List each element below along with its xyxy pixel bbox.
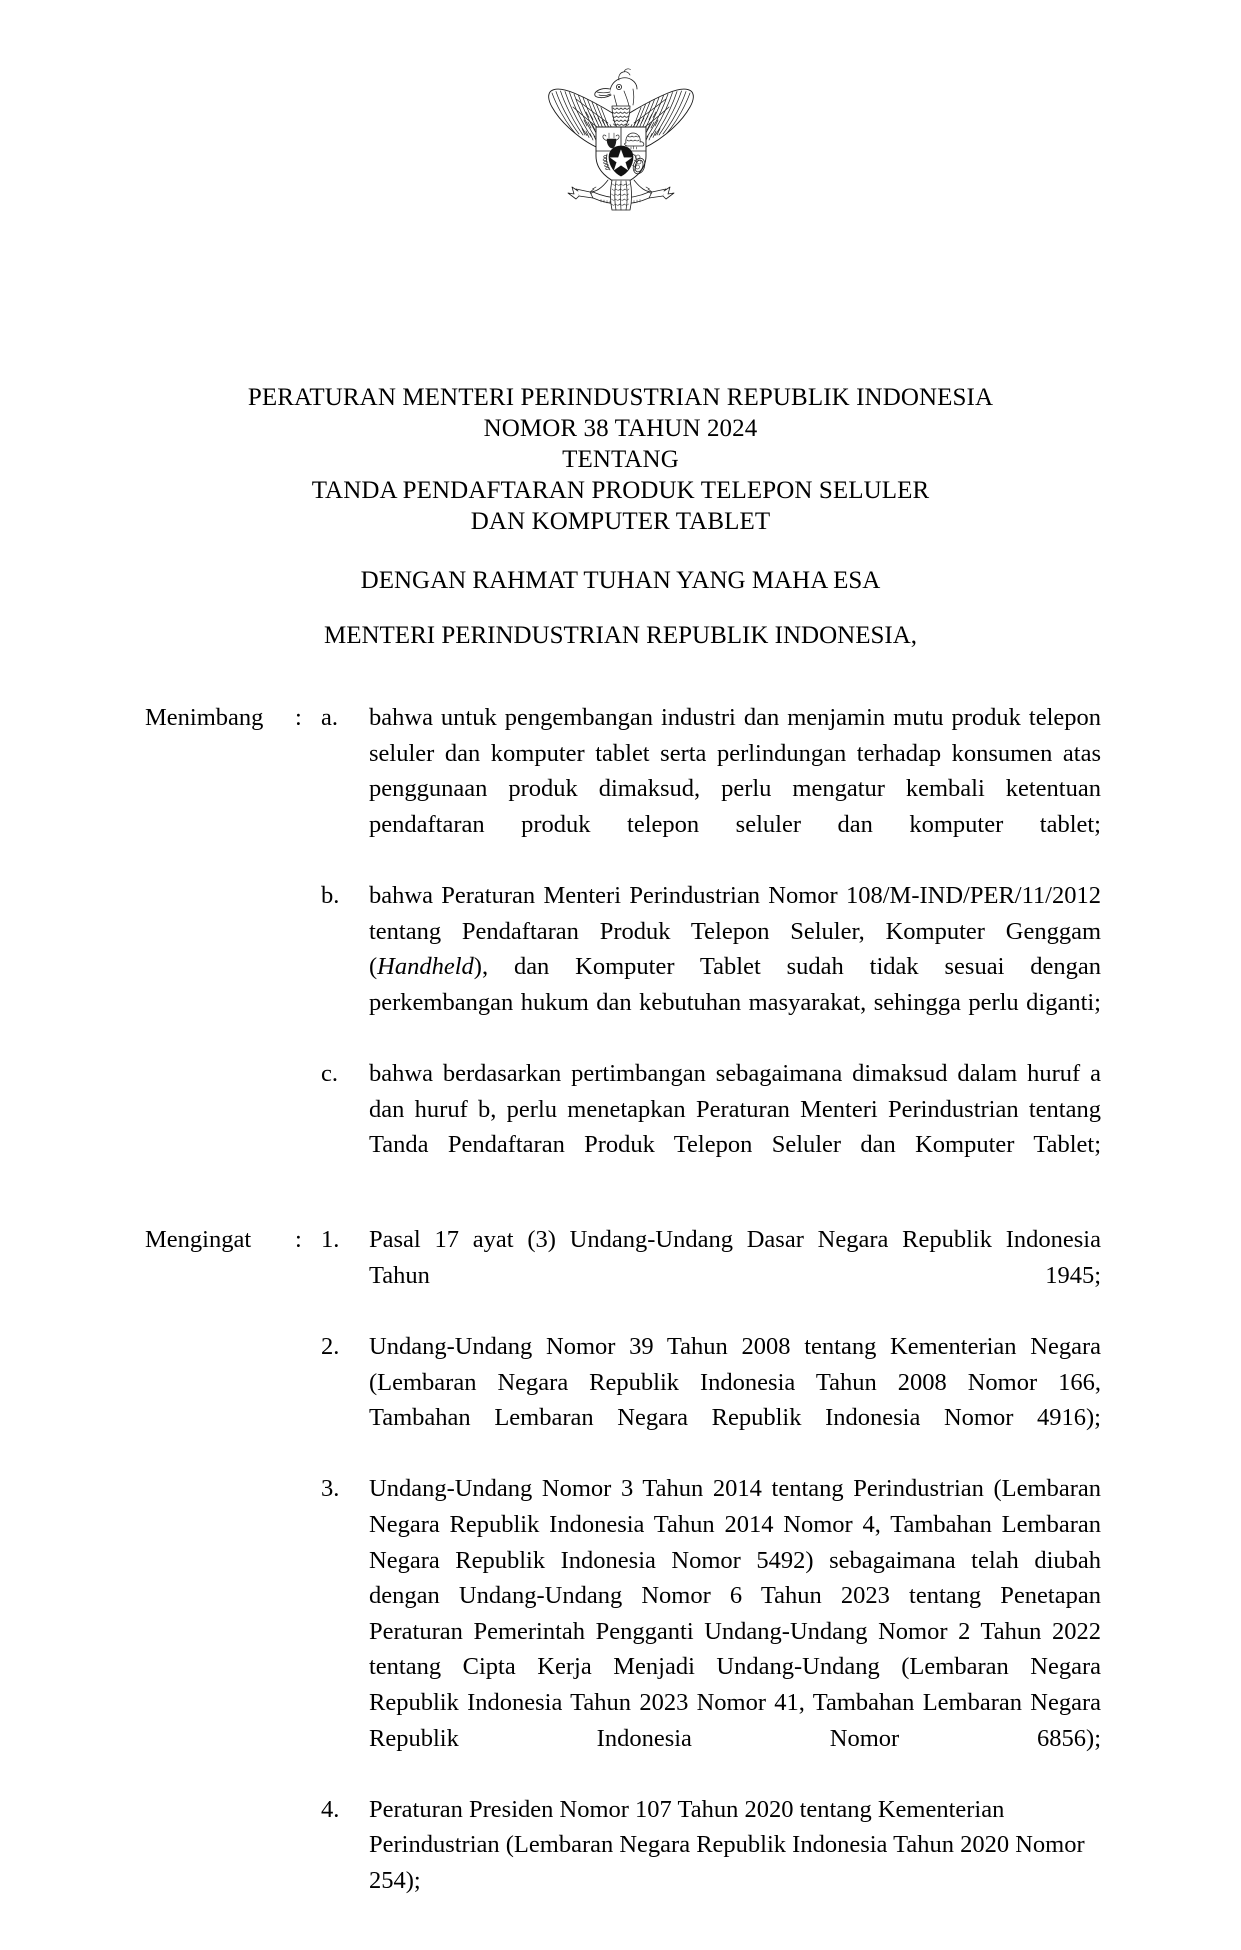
list-item (321, 1329, 1101, 1471)
mengingat-label: Mengingat (145, 1226, 252, 1254)
menimbang-colon: : (295, 704, 302, 731)
section-mengingat (0, 1222, 1241, 1934)
item-text: bahwa berdasarkan pertimbangan sebagaimana dimaksud dalam huruf a dan huruf b, perlu menetapkan Peraturan Menteri Perindustrian tentang Tanda Pendaftaran Produk Telepon Seluler dan Komputer Tablet; (369, 1059, 1101, 1159)
title-line-subject-2: DAN KOMPUTER TABLET (470, 508, 771, 535)
mengingat-colon: : (295, 1226, 302, 1254)
item-text: Undang-Undang Nomor 39 Tahun 2008 tentang Kementerian Negara (Lembaran Negara Republik Indonesia Tahun 2008 Nomor 166, Tambahan Lembaran Negara Republik Indonesia Nomor 4916); (369, 1333, 1101, 1432)
menimbang-label: Menimbang (145, 704, 264, 731)
item-text-after: ), dan Komputer Tablet sudah tidak sesuai dengan perkembangan hukum dan kebutuhan masyarakat, sehingga perlu diganti; (369, 953, 1101, 1016)
emblem-container (0, 58, 1241, 218)
title-line-number: NOMOR 38 TAHUN 2024 (483, 415, 758, 442)
garuda-pancasila-icon (526, 58, 716, 218)
list-item (321, 1471, 1101, 1791)
item-text: Undang-Undang Nomor 3 Tahun 2014 tentang Perindustrian (Lembaran Negara Republik Indonesia Tahun 2014 Nomor 4, Tambahan Lembaran Negara Republik Indonesia Nomor 5492) sebagaimana telah diubah dengan Undang-Undang Nomor 6 Tahun 2023 tentang Penetapan Peraturan Pemerintah Pengganti Undang-Undang Nomor 2 Tahun 2022 tentang Cipta Kerja Menjadi Undang-Undang (Lembaran Negara Republik Indonesia Tahun 2023 Nomor 41, Tambahan Lembaran Negara Republik Indonesia Nomor 6856); (369, 1475, 1101, 1752)
item-text-italic: Handheld (377, 953, 474, 981)
item-marker: c. (321, 1059, 338, 1087)
section-menimbang (0, 700, 1241, 1198)
mengingat-items (321, 1222, 1241, 1934)
item-text: Peraturan Presiden Nomor 107 Tahun 2020 tentang Kementerian Perindustrian (Lembaran Negara Republik Indonesia Tahun 2020 Nomor 254); (369, 1795, 1085, 1894)
clauses-container (0, 700, 1241, 1934)
item-text: bahwa untuk pengembangan industri dan menjamin mutu produk telepon seluler dan komputer tablet serta perlindungan terhadap konsumen atas penggunaan produk dimaksud, perlu mengatur kembali ketentuan pendaftaran produk telepon seluler dan komputer tablet; (369, 704, 1101, 838)
list-item (321, 1056, 1101, 1198)
menimbang-items (321, 700, 1241, 1198)
list-item (321, 878, 1101, 1056)
item-marker: 4. (321, 1795, 340, 1823)
item-marker: 1. (321, 1226, 340, 1254)
title-line-subject-1: TANDA PENDAFTARAN PRODUK TELEPON SELULER (311, 477, 930, 504)
item-marker: a. (321, 704, 338, 731)
item-text: Pasal 17 ayat (3) Undang-Undang Dasar Negara Republik Indonesia Tahun 1945; (369, 1226, 1101, 1289)
title-line-tentang: TENTANG (562, 446, 679, 473)
list-item (321, 1792, 1101, 1934)
invocation-line: DENGAN RAHMAT TUHAN YANG MAHA ESA (360, 567, 881, 594)
item-marker: 2. (321, 1333, 340, 1361)
item-marker: b. (321, 881, 340, 909)
item-marker: 3. (321, 1475, 340, 1503)
item-text-before: bahwa Peraturan Menteri Perindustrian Nomor 108/M-IND/PER/11/2012 tentang Pendaftaran Produk Telepon Seluler, Komputer Genggam ( (369, 881, 1101, 981)
title-line-regulation: PERATURAN MENTERI PERINDUSTRIAN REPUBLIK INDONESIA (247, 384, 994, 411)
list-item (321, 700, 1101, 878)
list-item (321, 1222, 1101, 1329)
issuer-line: MENTERI PERINDUSTRIAN REPUBLIK INDONESIA, (323, 622, 918, 649)
item-text (369, 878, 1101, 1056)
document-title (0, 382, 1241, 537)
